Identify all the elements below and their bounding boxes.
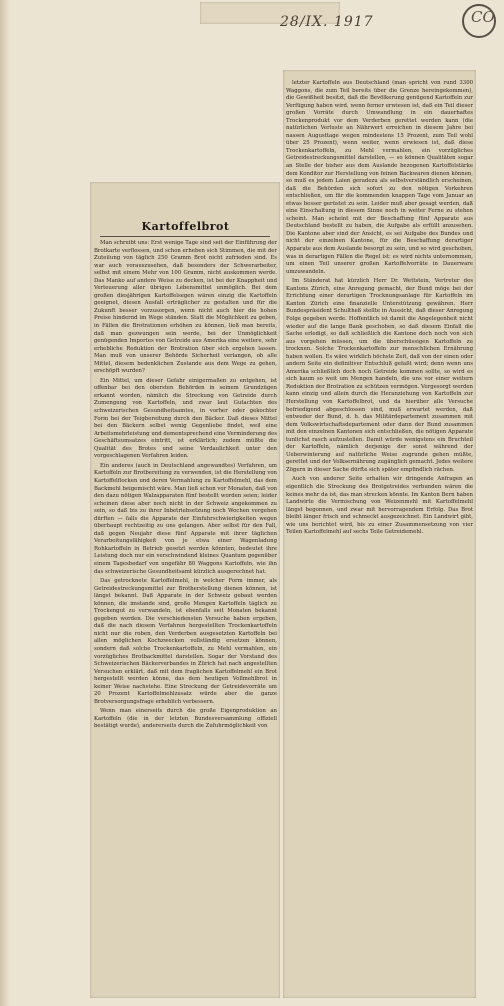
sheet-shadow — [0, 0, 10, 1006]
paragraph: letzter Kartoffeln aus Deutschland (man spricht von rund 3300 Waggons, die zum Teil bereits über die Grenze hereingekommen), die Gewißheit besitzt, daß die Bevölkerung genügend Kartoffeln zur Verfügung haben wird, wenn ferner erwiesen ist, daß ein Teil dieser großen Vorräte durch Umwandlung in ein dauerhaftes Trockenprodukt vor dem Verderben gerettet werden kann (die natürlichen Verluste an Nährwert erreichen in diesem Jahre bei nassen Augusttage wegen mindestens 15 Prozent, zum Teil wohl über 25 Prozent), wenn weiter, wenn erwiesen ist, daß diese Trockenkartoffeln, zu Mehl vermahlen, ein vorzügliches Getreidestreckungsmittel darstellen, — so können Qualitäten sogar an Stelle der bisher aus dem Auslande bezogenen Kartoffelstärke dem Konditor zur Herstellung von feinen Backwaren dienen können, so muß es jedem Laien geradezu als selbstverständlich erscheinen, daß die Behörden sich sofort zu den nötigen Vorkehren entschließen, um für die kommenden knappen Tage vom Januar an etwas besser gerüstet zu sein. Leider muß aber gesagt werden, daß eine Einschaltung in diesem Sinne noch in weiter Ferne zu stehen scheint. Man scheint mit der Beschaffung fünf Apparate aus Deutschland bestellt zu haben, die Aufgabe als erfüllt anzusehen. Die Kantone aber sind der Ansicht, es sei Aufgabe des Bundes und nicht der einzelnen Kantone, für die Beschaffung derartiger Apparate aus dem Auslande besorgt zu sein, und so wird geschoben, was in derartigen Fällen die Regel ist: es wird nichts unternommen, um einen Teil unserer großen Kartoffelvorräte in Dauerware umzuwandeln. — [286, 80, 473, 275]
article-left-column — [94, 240, 277, 995]
paragraph: Ein anderes (auch in Deutschland angewandtes) Verfahren, um Kartoffeln zur Brotbereitung zu verwenden, ist die Herstellung von Kartoffelflocken und deren Vermahlung zu Kartoffelmehl, das dem Backmehl beigemischt wäre. Man ließ schon vor Monaten, daß von den dazu nötigen Walzapparaten fünf bestellt worden seien; leider scheinen diese aber noch nicht in der Schweiz angekommen zu sein, so daß bis zu ihrer Inbetriebsetzung noch Wochen vergehen dürften — falls die Apparate der Einfuhrschwierigkeiten wegen überhaupt rechtzeitig zu uns gelangen. Aber selbst für den Fall, daß gegen Neujahr diese fünf Apparate mit ihrer täglichen Verarbeitungsfähigkeit von je etwa einer Wagenladung Rohkartoffeln in Betrieb gesetzt werden könnten, bedeutet ihre Leistung doch nur ein verschwindend kleines Quantum gegenüber einem Tagesbedarf von ungefähr 80 Waggons Kartoffeln, wie ihn das schweizerische Gesundheitsamt kürzlich ausgerechnet hat. — [94, 462, 277, 575]
paragraph: Auch von anderer Seite erhalten wir dringende Anfragen an eigentlich die Streckung des Brotgetreides verbunden wären die keines mehr da ist, das man strecken könnte. Im Kanton Bern haben Landwirte die Vermischung von Weizenmehl mit Kartoffelmehl längst begonnen, und zwar mit hervorragendem Erfolg. Das Brot bleibt länger frisch und schmeckt ausgezeichnet. Ein Landwirt gibt, wie uns berichtet wird, bis zu einer Zusammensetzung von vier Teilen Kartoffelmehl auf sechs Teile Getreidemehl. — [286, 476, 473, 536]
handwritten-date: 28/IX. 1917 — [280, 14, 374, 30]
corner-mark-label: CO — [471, 8, 495, 26]
paragraph: Ein Mittel, um dieser Gefahr einigermaßen zu entgehen, ist offenbar bei den obersten Behörden in seinem Grundzügen erkannt worden, nämlich die Streckung von Getreide durch Zumengung von Kartoffeln, und zwar laut Gutachten des schweizerischen Gesundheitsamtes, in vorher oder gekochter Form bei der Teigbereitung durch den Bäcker. Daß dieses Mittel bei den Bäckern selbst wenig Gegenliebe findet, weil eine Arbeitsmehrleistung und dementsprechend eine Verminderung des Geschäftsumsatzes eintritt, ist erklärlich; zudem müßte die Qualität des Brotes und seine Verdaulichkeit unter den vorgeschlagenen Verfahren leiden. — [94, 377, 277, 460]
paragraph: Man schreibt uns: Erst wenige Tage sind seit der Einführung der Brotkarte verflossen, und schon erheben sich Stimmen, die mit der Zuteilung von täglich 250 Gramm Brot nicht zufrieden sind. Es war auch vorauszusehen, daß besonders der Schwerarbeiter, selbst mit einem Mehr von 100 Gramm, nicht auskommen werde. Das Manko auf andere Weise zu decken, ist bei der Knappheit und Verteuerung aller übrigen Lebensmittel unmöglich. Bei dem großen diesjährigen Kartoffelsegen wären einzig die Kartoffeln geeignet, diesen Ausfall erträglicher zu gestalten und für die Zukunft besser vorzusorgen, wenn nicht auch hier die hohen Preise hindernd im Wege ständen. Statt die Möglichkeit zu geben, in Fällen die Brotrationen erhöhen zu können, ließ man bereits, daß man gezwungen sein werde, bei der Unmöglichkeit genügenden Importes von Getreide aus Amerika eine weitere, sehr erhebliche Reduktion der Brotration über sich ergehen lassen. Man muß von unserer Behörde Sicherheit verlangen, ob alle Mittel, diesem bedenklichen Zustande aus dem Wege zu gehen, erschöpft wurden? — [94, 240, 277, 375]
paragraph: Im Ständerat hat kürzlich Herr Dr. Wettstein, Vertreter des Kantons Zürich, eine Anregung gemacht, der Bund möge bei der Errichtung einer derartigen Trocknungsanlage für Kartoffeln im Kanton Zürich eine finanzielle Unterstützung gewähren. Herr Bundespräsident Schultheß stellte in Aussicht, daß dieser Anregung Folge gegeben werde. Hoffentlich ist damit die Angelegenheit nicht wieder auf die lange Bank geschoben, so daß diesem Einfall die Sache erledigt, so daß schließlich die Kantone doch noch von sich aus vorgehen müssen, um die überschüssigen Kartoffeln zu trocknen. Solche Trockenkartoffeln zur menschlichen Ernährung haben wollen. Es wäre wirklich höchste Zeit, daß von der einen oder andern Seite ein definitiver Entschluß gefaßt wird; denn wenn uns Amerika schließlich doch noch Getreide kommen sollte, so wird es sich kaum so weit um Mengen handeln, die uns vor einer weitern Reduktion der Brotration zu schützen vermögen. Vorgesorgt werden kann einzig und allein durch die Heranziehung von Kartoffeln zur Herstellung von Kartoffelbrot, und da hierüber alle Versuche befriedigend abgeschlossen sind, muß erwartet werden, daß entweder der Bund, d. h. das Militärdepartement zusammen mit dem Volkswirtschaftsdepartement oder dann der Bund zusammen mit den einzelnen Kantonen sich entschließen, die nötigen Apparate tunlichst rasch aufzustellen. Damit würde wenigstens ein Bruchteil der Kartoffeln, nämlich derjenige der sonst während der Ueberwinterung auf natürliche Weise zugrunde gehen müßte, gerettet und der Volksernährung zugänglich gemacht. Jedes weitere Zögern in dieser Sache dürfte sich später empfindlich rächen. — [286, 278, 473, 473]
paragraph: Wenn man einerseits durch die große Eigenproduktion an Kartoffeln (die in der letzten Bundesversammlung offiziell bestätigt wurde), andererseits durch die Zufuhrmöglichkeit von — [94, 708, 277, 730]
paragraph: Das getrocknete Kartoffelmehl, in welcher Form immer, als Getreidestreckungsmittel zur Brotherstellung dienen können, ist längst bekannt. Daß Apparate in der Schweiz gebaut werden können, die imstande sind, große Mengen Kartoffeln täglich zu Trockengut zu verwandeln, ist ebenfalls seit Monaten bekannt gegeben worden. Die verschiedensten Versuche haben ergeben, daß die nach diesem Verfahren hergestellten Trockenkartoffeln nicht nur die roben, den Verderben ausgesetzten Kartoffeln bei allen möglichen Kochzwecken vollständig ersetzen können, sondern daß solche Trockenkartoffeln, zu Mehl vermahlen, ein vorzügliches Brotbackmittel darstellen. Sogar der Vorstand des Schweizerischen Bäckerverbandes in Zürich hat nach angestellten Versuchen erklärt, daß mit dem fraglichen Kartoffelmehl ein Brot hergestellt werden könne, das dem heutigen Vollmehlbrot in keiner Weise nachstehe. Eine Streckung der Getreidevorräte um 20 Prozent Kartoffelmehlzusatz würde aber die ganze Brotversorgungsfrage erheblich verbessern. — [94, 578, 277, 705]
archive-corner-mark — [462, 4, 496, 38]
article-title: Kartoffelbrot — [141, 220, 230, 233]
title-rule — [100, 236, 270, 237]
article-right-column — [286, 80, 473, 995]
